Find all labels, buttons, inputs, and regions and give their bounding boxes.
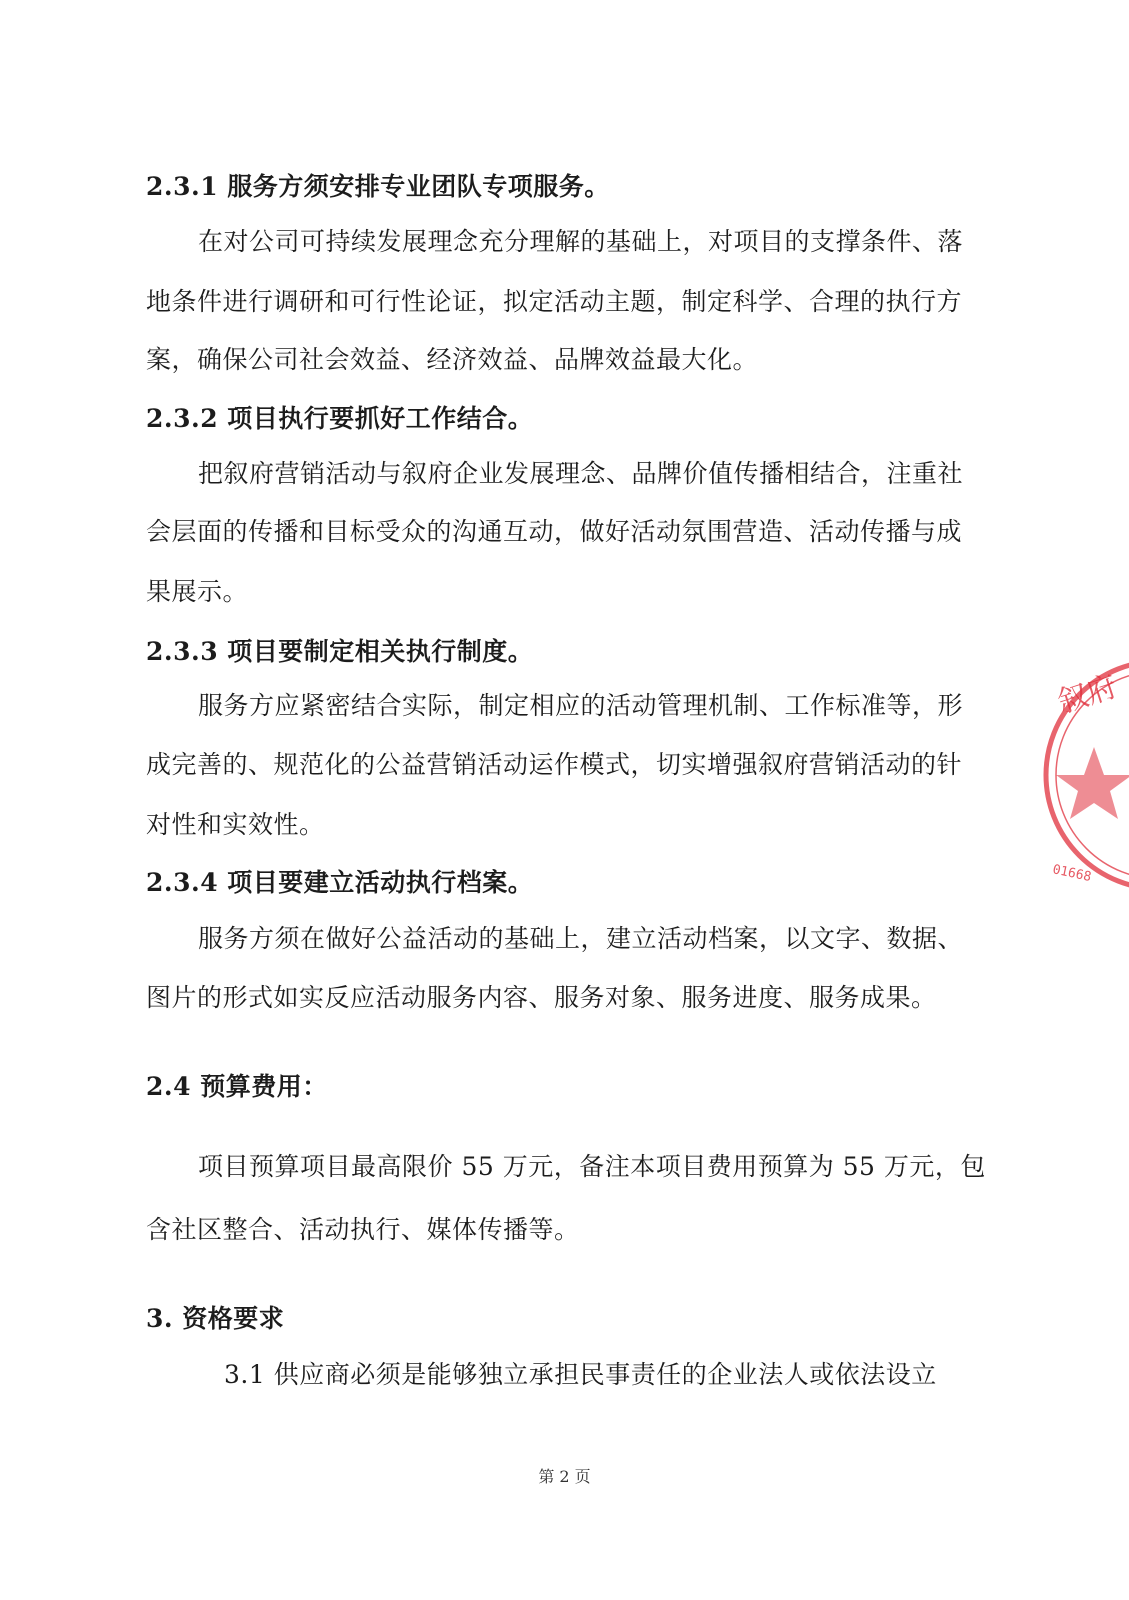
paragraph-line: 果展示。 [146,577,249,606]
paragraph-line: 3.1 供应商必须是能够独立承担民事责任的企业法人或依法设立 [224,1360,937,1389]
section-heading-2-3-1: 2.3.1 服务方须安排专业团队专项服务。 [146,172,610,201]
company-seal [1040,655,1129,895]
seal-name-text: 叙府 [1053,668,1122,721]
paragraph-line: 图片的形式如实反应活动服务内容、服务对象、服务进度、服务成果。 [146,983,937,1012]
paragraph-line: 服务方应紧密结合实际，制定相应的活动管理机制、工作标准等，形 [198,691,964,720]
seal-number-text: 01668 [1051,862,1093,886]
section-heading-2-3-4: 2.3.4 项目要建立活动执行档案。 [146,868,534,897]
paragraph-line: 成完善的、规范化的公益营销活动运作模式，切实增强叙府营销活动的针 [146,750,963,779]
paragraph-line: 含社区整合、活动执行、媒体传播等。 [146,1215,580,1244]
paragraph-line: 把叙府营销活动与叙府企业发展理念、品牌价值传播相结合，注重社 [198,459,964,488]
paragraph-line: 项目预算项目最高限价 55 万元，备注本项目费用预算为 55 万元，包 [198,1152,986,1181]
paragraph-line: 会层面的传播和目标受众的沟通互动，做好活动氛围营造、活动传播与成 [146,517,963,546]
section-heading-2-3-2: 2.3.2 项目执行要抓好工作结合。 [146,404,534,433]
paragraph-line: 服务方须在做好公益活动的基础上，建立活动档案，以文字、数据、 [198,924,964,953]
page-number: 第 2 页 [538,1467,591,1486]
section-heading-2-3-3: 2.3.3 项目要制定相关执行制度。 [146,637,534,666]
paragraph-line: 地条件进行调研和可行性论证，拟定活动主题，制定科学、合理的执行方 [146,287,963,316]
section-heading-2-4: 2.4 预算费用： [146,1072,328,1101]
paragraph-line: 案，确保公司社会效益、经济效益、品牌效益最大化。 [146,345,759,374]
paragraph-line: 在对公司可持续发展理念充分理解的基础上，对项目的支撑条件、落 [198,227,964,256]
seal-star-icon [1056,747,1129,819]
paragraph-line: 对性和实效性。 [146,810,325,839]
section-heading-3: 3. 资格要求 [146,1304,285,1333]
